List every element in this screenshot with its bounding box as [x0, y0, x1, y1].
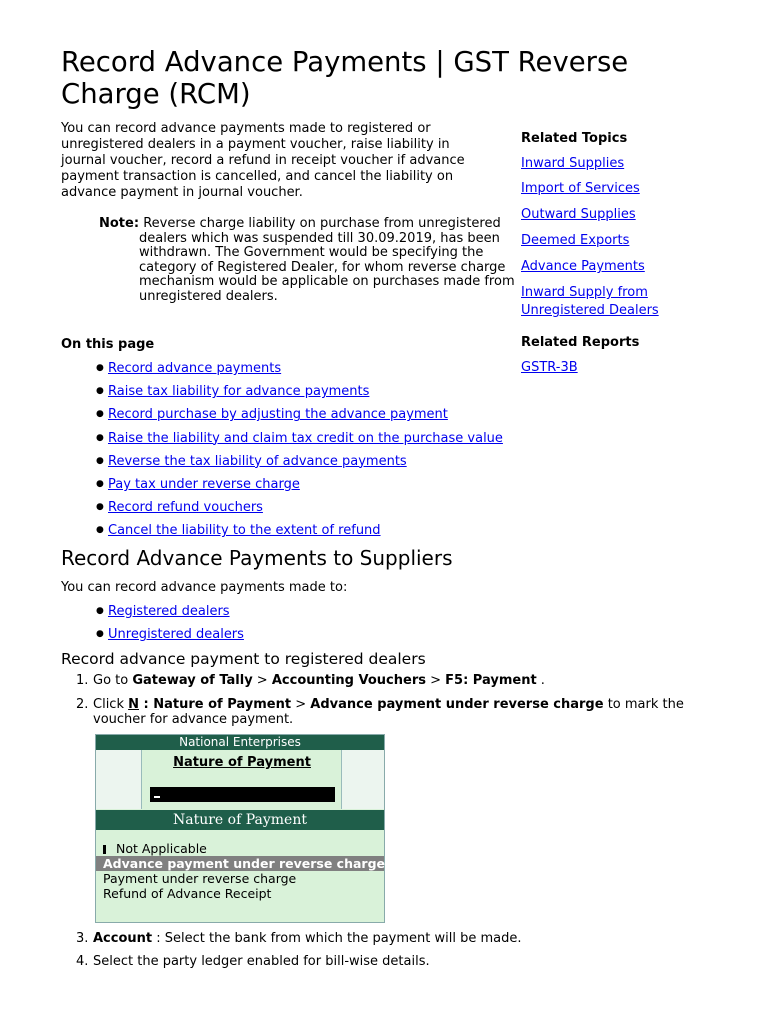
step-bold: Account: [93, 931, 153, 946]
step-item-1: [61, 673, 711, 689]
list-item: [95, 476, 503, 499]
step-bold: Accounting Vouchers: [271, 673, 426, 688]
list-item: [95, 406, 503, 429]
toc-link-reverse-tax-liability[interactable]: Reverse the tax liability of advance payments: [108, 453, 407, 469]
list-item: [95, 453, 503, 476]
subsection-heading: Record advance payment to registered dealers: [61, 650, 426, 668]
option-label: Not Applicable: [116, 841, 207, 856]
related-topics-heading: Related Topics: [521, 131, 628, 146]
step-number: 3.: [76, 931, 89, 946]
tally-option-advance-payment-rcm[interactable]: [96, 856, 384, 871]
step-text: Go to: [93, 673, 133, 688]
related-report-link-gstr-3b[interactable]: GSTR-3B: [521, 360, 578, 375]
option-label: Advance payment under reverse charge: [103, 856, 385, 871]
tally-company-header: National Enterprises: [96, 735, 384, 750]
note-text: Reverse charge liability on purchase from unregistered dealers which was suspended till 30.09.2019, has been withdrawn. The Government would be specifying the category of Registered Dealer, for whom reverse charge mechanism would be applicable on purchases made from unregistered dealers.: [139, 216, 515, 304]
option-label: Refund of Advance Receipt: [103, 886, 272, 901]
intro-paragraph: You can record advance payments made to registered or unregistered dealers in a payment voucher, raise liability in journal voucher, record a refund in receipt voucher if advance payment transaction is cancelled, and cancel the liability on advance payment in journal voucher.: [61, 121, 465, 200]
note-label: Note:: [99, 216, 140, 231]
tally-right-panel: [341, 750, 384, 809]
step-text: : Select the bank from which the payment will be made.: [152, 931, 522, 946]
link-registered-dealers[interactable]: Registered dealers: [108, 604, 230, 619]
section-paragraph: You can record advance payments made to:: [61, 580, 348, 595]
step-separator: >: [425, 673, 446, 688]
step-text: Select the party ledger enabled for bill-wise details.: [93, 953, 430, 969]
related-topic-link-outward-supplies[interactable]: Outward Supplies: [521, 207, 636, 222]
step-number: 2.: [76, 696, 89, 712]
step-text: Click: [93, 696, 129, 712]
toc-link-record-refund-vouchers[interactable]: Record refund vouchers: [108, 500, 263, 516]
link-unregistered-dealers[interactable]: Unregistered dealers: [108, 627, 244, 643]
toc-link-raise-tax-liability[interactable]: Raise tax liability for advance payments: [108, 384, 370, 400]
related-topic-link-inward-supply-unregistered[interactable]: Inward Supply from Unregistered Dealers: [521, 285, 659, 318]
list-item: [95, 430, 503, 453]
step-separator: >: [291, 696, 311, 712]
list-item: [95, 603, 244, 626]
list-item: [95, 522, 503, 545]
list-item: [95, 360, 503, 383]
shortcut-key: N: [128, 696, 139, 712]
step-number: 1.: [76, 673, 89, 688]
related-topic-link-inward-supplies[interactable]: Inward Supplies: [521, 156, 625, 171]
list-item: [95, 626, 244, 649]
step-number: 4.: [76, 953, 89, 969]
page-title: Record Advance Payments | GST Reverse Charge (RCM): [61, 46, 629, 110]
tally-list-header: Nature of Payment: [96, 810, 384, 830]
on-this-page-list: [95, 360, 503, 546]
tally-option-payment-rcm[interactable]: [96, 871, 384, 886]
note-block: [99, 217, 529, 304]
step-item-4: [61, 954, 711, 970]
step-item-3: [61, 931, 711, 947]
tally-options-list: [96, 841, 384, 901]
step-text: .: [536, 673, 545, 688]
list-item: [95, 383, 503, 406]
option-label: Payment under reverse charge: [103, 871, 297, 886]
tally-box-title: Nature of Payment: [173, 755, 311, 770]
step-bold: Gateway of Tally: [132, 673, 253, 688]
marker-icon: [103, 845, 106, 854]
related-topic-link-import-of-services[interactable]: Import of Services: [521, 181, 640, 196]
cursor-icon: [154, 796, 160, 798]
step-bold: Advance payment under reverse charge: [310, 696, 604, 712]
tally-option-refund-advance[interactable]: [96, 886, 384, 901]
tally-nature-field[interactable]: [150, 787, 335, 802]
tally-screenshot: [95, 734, 385, 923]
toc-link-record-advance-payments[interactable]: Record advance payments: [108, 361, 282, 376]
on-this-page-heading: On this page: [61, 337, 155, 352]
step-bold: : Nature of Payment: [139, 696, 292, 712]
step-text: to mark the voucher for advance payment.: [93, 696, 684, 727]
step-bold: F5: Payment: [445, 673, 537, 688]
step-item-2: [61, 697, 711, 728]
steps-list-top: [61, 673, 711, 728]
toc-link-cancel-liability-refund[interactable]: Cancel the liability to the extent of refund: [108, 523, 381, 539]
tally-left-panel: [96, 750, 142, 809]
step-separator: >: [252, 673, 272, 688]
toc-link-record-purchase-adjusting[interactable]: Record purchase by adjusting the advance payment: [108, 407, 448, 423]
toc-link-raise-liability-claim-credit[interactable]: Raise the liability and claim tax credit on the purchase value: [108, 430, 503, 446]
steps-list-bottom: [61, 931, 711, 969]
tally-nature-box: [142, 750, 342, 809]
tally-option-not-applicable[interactable]: [96, 841, 384, 856]
related-topic-link-advance-payments[interactable]: Advance Payments: [521, 259, 645, 274]
related-reports-heading: Related Reports: [521, 335, 640, 350]
section-heading: Record Advance Payments to Suppliers: [61, 546, 453, 570]
related-topic-link-deemed-exports[interactable]: Deemed Exports: [521, 233, 630, 248]
list-item: [95, 499, 503, 522]
sidebar: [521, 130, 741, 377]
dealer-type-list: [95, 603, 244, 649]
toc-link-pay-tax-reverse-charge[interactable]: Pay tax under reverse charge: [108, 476, 300, 492]
